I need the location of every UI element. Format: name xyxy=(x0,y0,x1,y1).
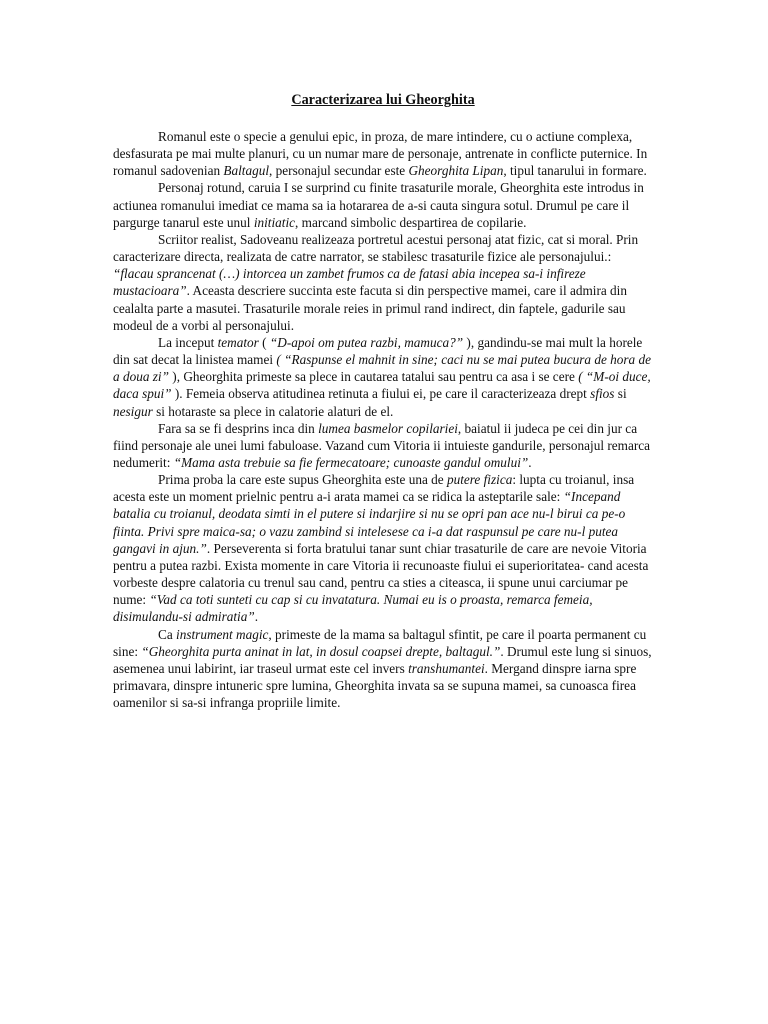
italic-text: Baltagul xyxy=(223,163,270,179)
text-run: , tipul tanarului in formare. xyxy=(503,163,647,179)
text-run: ( xyxy=(258,334,270,350)
text-run: : lupta cu troianul, insa acesta este un moment prielnic pentru a-i arata mamei ca se ridica la asteptarile sale: xyxy=(113,472,635,505)
paragraph xyxy=(113,626,653,712)
text-run: Fara sa se fi desprins inca din xyxy=(158,420,319,436)
text-run: Prima proba la care este supus Gheorghita este una de xyxy=(158,472,447,488)
italic-text: ( “Raspunse el mahnit in sine; caci nu se mai putea bucura de hora de a doua zi” xyxy=(113,352,651,385)
text-run: . xyxy=(528,454,532,470)
paragraph xyxy=(113,128,653,179)
text-run: . Mergand dinspre iarna spre primavara, dinspre intuneric spre lumina, Gheorghita invata sa se supuna mamei, sa cunoasca firea oamenilor si sa-si infranga propriile limite. xyxy=(113,660,637,711)
text-run: si xyxy=(614,386,627,402)
italic-text: “D-apoi om putea razbi, mamuca?” xyxy=(269,334,464,350)
text-run: , primeste de la mama sa baltagul sfintit, pe care il poarta permanent cu sine: xyxy=(113,626,647,659)
paragraph xyxy=(113,231,653,334)
document-page xyxy=(113,92,653,711)
text-run: . Aceasta descriere succinta este facuta si din perspective mamei, care il admira din cealalta parte a masutei. Trasaturile morale reies in primul rand indirect, din faptele, gadurile sau modeul de a vorbi al personajului. xyxy=(113,283,627,333)
italic-text: nesigur xyxy=(113,403,153,419)
text-run: . Drumul este lung si sinuos, asemenea unui labirint, iar traseul urmat este cel invers xyxy=(113,643,652,676)
text-run: Scriitor realist, Sadoveanu realizeaza portretul acestui personaj atat fizic, cat si moral. Prin caracterizare directa, realizata de catre narrator, se stabilesc trasaturile fizice ale personajului.: xyxy=(113,231,639,265)
text-run: . xyxy=(254,609,259,625)
text-run: Personaj rotund, caruia I se surprind cu finite trasaturile morale, Gheorghita este introdus in actiunea romanului imediat ce mama sa ia hotararea de a-si cauta singura sotul. Drumul pe care il pargurge tanarul este unul xyxy=(113,180,644,230)
italic-text: putere fizica xyxy=(446,472,513,488)
italic-text: Gheorghita Lipan xyxy=(408,163,504,179)
italic-text: “Gheorghita purta aninat in lat, in dosul coapsei drepte, baltagul.” xyxy=(141,643,501,659)
text-run: , baiatul ii judeca pe cei din jur ca fiind personaje ale unei lumi fabuloase. Vazand cum Vitoria ii intuieste gandurile, personajul remarca nedumerit: xyxy=(113,420,651,470)
text-run: La inceput xyxy=(158,334,218,350)
italic-text: instrument magic xyxy=(176,626,269,642)
text-run: si hotaraste sa plece in calatorie alaturi de el. xyxy=(152,403,394,419)
text-run: Ca xyxy=(158,626,177,642)
italic-text: “Incepand batalia cu troianul, deodata simti in el putere si indarjire si nu se opri pan ace nu-l birui ca pe-o fiinta. Privi spre maica-sa; o vazu zambind si intelesese ca i-a dat raspunsul pe care nu-l putea gangavi in ajun.” xyxy=(113,489,626,556)
paragraph xyxy=(113,179,653,230)
text-run: ). Femeia observa atitudinea retinuta a fiului ei, pe care il caracterizeaza drept xyxy=(171,386,591,402)
text-run: Romanul este o specie a genului epic, in proza, de mare intindere, cu o actiune complexa, desfasurata pe mai multe planuri, cu un numar mare de personaje, antrenate in conflicte puternice. In romanul sadovenian xyxy=(113,129,648,179)
paragraph xyxy=(113,420,653,471)
text-run: ), Gheorghita primeste sa plece in cautarea tatalui sau pentru ca asa i se cere xyxy=(168,369,579,385)
italic-text: “Vad ca toti sunteti cu cap si cu invatatura. Numai eu is o proasta, remarca femeia, disimulandu-si admiratia” xyxy=(113,592,593,625)
italic-text: temator xyxy=(217,334,259,350)
italic-text: “Mama asta trebuie sa fie fermecatoare; cunoaste gandul omului” xyxy=(173,454,529,470)
italic-text: “flacau sprancenat (…) intorcea un zambet frumos ca de fatasi abia incepea sa-i infireze mustacioara” xyxy=(113,266,586,299)
document-title: Caracterizarea lui Gheorghita xyxy=(291,92,475,108)
text-run: ), gandindu-se mai mult la horele din sat decat la linistea mamei xyxy=(113,334,643,368)
italic-text: lumea basmelor copilariei xyxy=(318,420,458,436)
italic-text: transhumantei xyxy=(408,660,485,676)
italic-text: ( “M-oi duce, daca spui” xyxy=(113,369,651,402)
paragraph xyxy=(113,334,653,420)
paragraph xyxy=(113,471,653,625)
italic-text: sfios xyxy=(590,386,615,402)
text-run: , marcand simbolic despartirea de copilarie. xyxy=(295,214,527,230)
text-run: , personajul secundar este xyxy=(269,163,409,179)
italic-text: initiatic xyxy=(253,214,296,230)
text-run: . Perseverenta si forta bratului tanar sunt chiar trasaturile de care are nevoie Vitoria pentru a putea razbi. Exista momente in care Vitoria ii recunoaste fiului ei superioritatea- cand acesta vorbeste despre calatoria cu trenul sau cand, pentru ca sties a citeasca, ii spune unui carciumar pe nume: xyxy=(113,540,649,608)
document-body xyxy=(113,128,653,711)
